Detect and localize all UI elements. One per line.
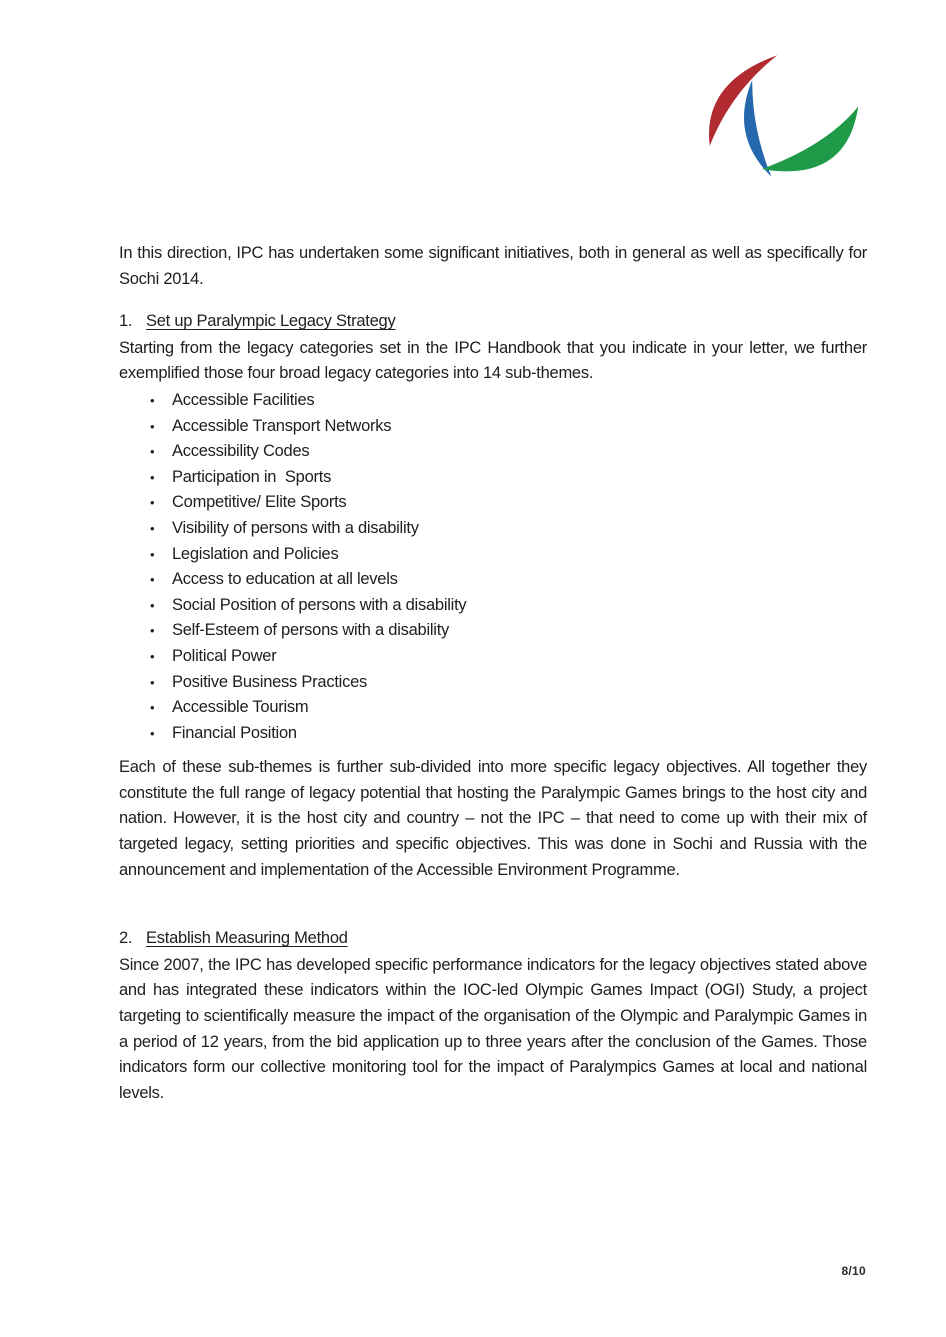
bullet-icon: • — [150, 572, 155, 588]
section1-number: 1. — [119, 312, 133, 331]
list-item — [148, 542, 867, 568]
list-item-label: Political Power — [172, 646, 277, 665]
list-item-label: Visibility of persons with a disability — [172, 518, 419, 537]
list-item-label: Access to education at all levels — [172, 570, 398, 589]
bullet-icon: • — [150, 469, 155, 485]
list-item — [148, 670, 867, 696]
list-item-label: Accessibility Codes — [172, 442, 310, 461]
section1-heading — [119, 309, 867, 335]
bullet-icon: • — [150, 392, 155, 408]
section1-lead-paragraph: Starting from the legacy categories set in the IPC Handbook that you indicate in your letter, we further exemplified those four broad legacy categories into 14 sub-themes. — [119, 338, 867, 383]
agitos-svg — [702, 52, 866, 180]
agito-green-swoosh — [762, 106, 858, 171]
list-item-label: Financial Position — [172, 723, 297, 742]
list-item — [148, 644, 867, 670]
list-item — [148, 567, 867, 593]
letter-body — [119, 241, 867, 1106]
subthemes-list — [119, 388, 867, 746]
bullet-icon: • — [150, 597, 155, 613]
list-item — [148, 439, 867, 465]
bullet-icon: • — [150, 674, 155, 690]
list-item-label: Social Position of persons with a disability — [172, 595, 467, 614]
list-item — [148, 593, 867, 619]
ipc-agitos-logo-icon — [702, 52, 866, 180]
list-item — [148, 618, 867, 644]
section2-heading — [119, 926, 867, 952]
section2 — [119, 926, 867, 1106]
section2-body-paragraph: Since 2007, the IPC has developed specific performance indicators for the legacy objectives stated above and has integrated these indicators within the IOC-led Olympic Games Impact (OGI) Study, a project targeting to scientifically measure the impact of the organisation of the Olympic and Paralympic Games in a period of 12 years, from the bid application up to three years after the conclusion of the Games. Those indicators form our collective monitoring tool for the impact of Paralympics Games at local and national levels. — [119, 955, 867, 1102]
section1-heading-text: Set up Paralympic Legacy Strategy — [146, 312, 396, 331]
intro-paragraph: In this direction, IPC has undertaken some significant initiatives, both in general as well as specifically for Sochi 2014. — [119, 244, 867, 288]
list-item-label: Participation in Sports — [172, 467, 332, 486]
bullet-icon: • — [150, 725, 155, 741]
list-item — [148, 490, 867, 516]
list-item — [148, 695, 867, 721]
list-item-label: Legislation and Policies — [172, 544, 339, 563]
page-number: 8/10 — [841, 1264, 866, 1278]
agito-red-swoosh — [709, 55, 777, 146]
bullet-icon: • — [150, 418, 155, 434]
bullet-icon: • — [150, 495, 155, 511]
bullet-icon: • — [150, 546, 155, 562]
bullet-icon: • — [150, 623, 155, 639]
list-item-label: Competitive/ Elite Sports — [172, 493, 347, 512]
bullet-icon: • — [150, 700, 155, 716]
agito-blue-swoosh — [744, 80, 771, 176]
bullet-icon: • — [150, 648, 155, 664]
list-item — [148, 516, 867, 542]
list-item — [148, 465, 867, 491]
section2-heading-text: Establish Measuring Method — [146, 929, 348, 948]
list-item — [148, 414, 867, 440]
section2-number: 2. — [119, 929, 133, 948]
list-item-label: Positive Business Practices — [172, 672, 367, 691]
list-item-label: Accessible Tourism — [172, 698, 309, 717]
list-item-label: Self-Esteem of persons with a disability — [172, 621, 450, 640]
list-item — [148, 388, 867, 414]
list-item-label: Accessible Facilities — [172, 390, 315, 409]
list-item — [148, 721, 867, 747]
section1-closing-paragraph: Each of these sub-themes is further sub-divided into more specific legacy objectives. All together they constitute the full range of legacy potential that hosting the Paralympic Games brings to the host city and nation. However, it is the host city and country – not the IPC – that need to come up with their mix of targeted legacy, setting priorities and specific objectives. This was done in Sochi and Russia with the announcement and implementation of the Accessible Environment Programme. — [119, 758, 867, 879]
bullet-icon: • — [150, 520, 155, 536]
bullet-icon: • — [150, 444, 155, 460]
list-item-label: Accessible Transport Networks — [172, 416, 392, 435]
